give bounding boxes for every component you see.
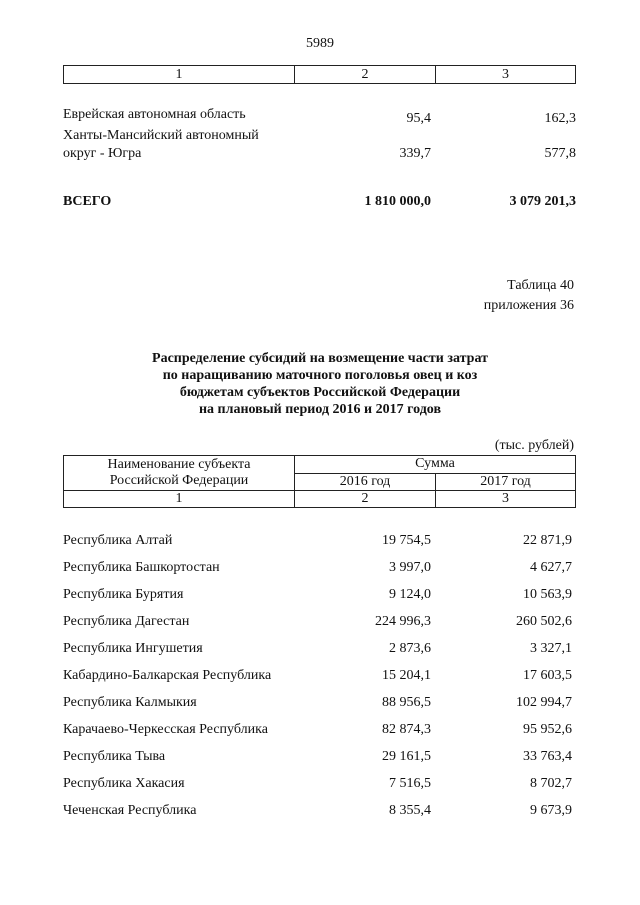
value-2016: 15 204,1 (382, 668, 431, 683)
value-2016: 224 996,3 (375, 614, 431, 629)
table-row (63, 749, 576, 767)
table-number: Таблица 40 (507, 278, 574, 293)
table-row (63, 776, 576, 794)
value-2017: 4 627,7 (530, 560, 572, 575)
table-row (63, 641, 576, 659)
header-2017: 2017 год (436, 473, 576, 491)
row-value-2017: 162,3 (544, 111, 576, 126)
region-name: Республика Башкортостан (63, 560, 220, 575)
region-name: Республика Тыва (63, 749, 166, 764)
value-2016: 88 956,5 (382, 695, 431, 710)
table-row (63, 722, 576, 740)
value-2017: 260 502,6 (516, 614, 572, 629)
value-2017: 102 994,7 (516, 695, 572, 710)
top-table-header (63, 65, 576, 84)
region-name: Республика Калмыкия (63, 695, 197, 710)
table-reference (484, 276, 574, 316)
col-number-2: 2 (295, 491, 436, 508)
title-line: на плановый период 2016 и 2017 годов (198, 402, 442, 417)
table-row (63, 695, 576, 713)
table-row (63, 803, 576, 821)
value-2016: 7 516,5 (389, 776, 431, 791)
region-name: Республика Бурятия (63, 587, 184, 602)
value-2017: 9 673,9 (530, 803, 572, 818)
row-name: Ханты-Мансийский автономный (63, 128, 259, 143)
appendix-number: приложения 36 (483, 298, 574, 313)
row-value-2016: 95,4 (406, 111, 431, 126)
header-2016: 2016 год (295, 473, 436, 491)
value-2016: 29 161,5 (382, 749, 431, 764)
value-2016: 19 754,5 (382, 533, 431, 548)
table-row (63, 533, 576, 551)
main-table-header (63, 455, 576, 508)
total-value-2016: 1 810 000,0 (364, 194, 431, 209)
region-name: Республика Ингушетия (63, 641, 203, 656)
col-number-3: 3 (436, 491, 576, 508)
row-value-2016: 339,7 (399, 146, 431, 161)
document-title (0, 350, 640, 418)
title-line: Распределение субсидий на возмещение части затрат (152, 351, 488, 366)
region-name: Карачаево-Черкесская Республика (63, 722, 268, 737)
value-2017: 17 603,5 (523, 668, 572, 683)
title-line: бюджетам субъектов Российской Федерации (179, 385, 461, 400)
region-name: Кабардино-Балкарская Республика (63, 668, 272, 683)
value-2017: 3 327,1 (530, 641, 572, 656)
value-2017: 95 952,6 (523, 722, 572, 737)
col-number-3: 3 (436, 66, 576, 84)
value-2016: 3 997,0 (389, 560, 431, 575)
value-2016: 9 124,0 (389, 587, 431, 602)
region-name: Республика Алтай (63, 533, 173, 548)
header-name-line: Наименование субъекта (107, 457, 251, 472)
table-row (63, 560, 576, 578)
col-number-1: 1 (64, 66, 295, 84)
region-name: Республика Хакасия (63, 776, 185, 791)
title-line: по наращиванию маточного поголовья овец и коз (162, 368, 478, 383)
row-name: Еврейская автономная область (63, 107, 246, 122)
value-2017: 8 702,7 (530, 776, 572, 791)
total-value-2017: 3 079 201,3 (509, 194, 576, 209)
value-2016: 2 873,6 (389, 641, 431, 656)
row-name-cont: округ - Югра (63, 146, 142, 161)
value-2017: 33 763,4 (523, 749, 572, 764)
region-name: Чеченская Республика (63, 803, 197, 818)
table-row (63, 614, 576, 632)
table-row (63, 587, 576, 605)
header-name-line: Российской Федерации (109, 473, 249, 488)
table-row (63, 668, 576, 686)
header-name-cell (64, 456, 295, 491)
header-sum: Сумма (295, 456, 576, 474)
page-number: 5989 (306, 36, 334, 51)
col-number-2: 2 (295, 66, 436, 84)
total-label: ВСЕГО (63, 194, 112, 209)
value-2016: 8 355,4 (389, 803, 431, 818)
units-label: (тыс. рублей) (494, 438, 574, 453)
value-2017: 22 871,9 (523, 533, 572, 548)
value-2016: 82 874,3 (382, 722, 431, 737)
row-value-2017: 577,8 (544, 146, 576, 161)
col-number-1: 1 (64, 491, 295, 508)
region-name: Республика Дагестан (63, 614, 190, 629)
value-2017: 10 563,9 (523, 587, 572, 602)
